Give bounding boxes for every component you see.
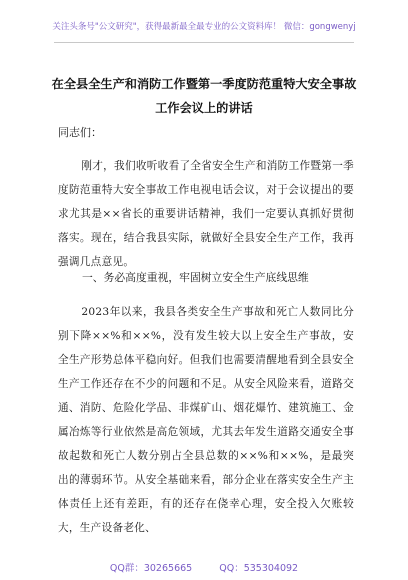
footer-qq-group: QQ群：30265665 [109,563,193,574]
paragraph-1: 刚才，我们收听收看了全省安全生产和消防工作暨第一季度防范重特大安全事故工作电视电话会议，对于会议提出的要求尤其是××省长的重要讲话精神，我们一定要认真抓好贯彻落实。现在，结合我县实际，就做好全县安全生产工作，我再强调几点意见。 [58,160,354,268]
header-banner: 关注头条号"公文研究"，获得最新最全最专业的公文资料库！ 微信：gongwenyj [52,22,356,32]
greeting: 同志们： [58,126,102,139]
footer-qq: QQ：535304092 [219,563,299,574]
section-heading-1: 一、务必高度重视，牢固树立安全生产底线思维 [82,271,309,284]
footer-contact [0,560,408,574]
title-line-1: 在全县全生产和消防工作暨第一季度防范重特大安全事故 [51,77,357,91]
title-line-2: 工作会议上的讲话 [155,101,253,115]
document-title [40,72,368,120]
header-divider [54,42,354,43]
paragraph-2: 2023年以来，我县各类安全生产事故和死亡人数同比分别下降××%和××%，没有发生较大以上安全生产事故，安全生产形势总体平稳向好。但我们也需要清醒地看到全县安全生产工作还存在不少的问题和不足。从安全风险来看，道路交通、消防、危险化学品、非煤矿山、烟花爆竹、建筑施工、金属冶炼等行业依然是高危领域，尤其去年发生道路交通安全事故起数和死亡人数分别占全县总数的××%和××%，是最突出的薄弱环节。从安全基础来看，部分企业在落实安全生产主体责任上还有差距，有的还存在侥幸心理，安全投入欠账较大，生产设备老化、 [58,306,354,534]
